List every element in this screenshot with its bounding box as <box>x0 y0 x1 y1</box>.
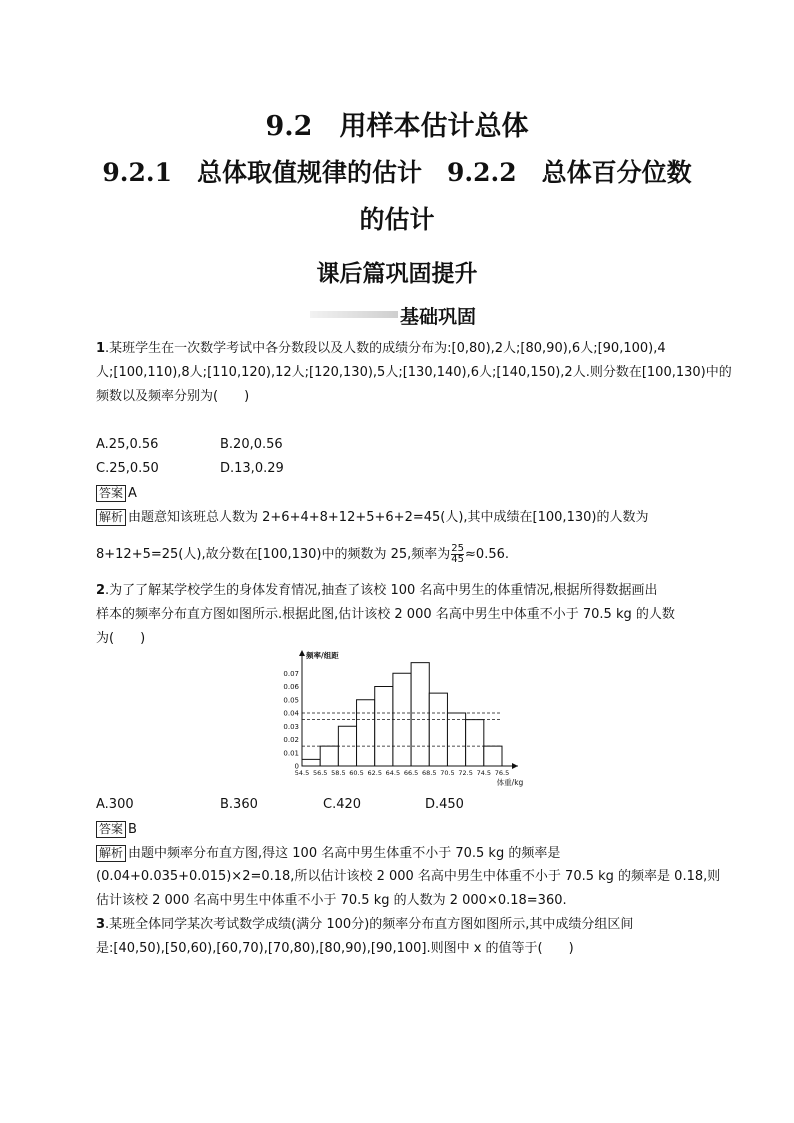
q1-answer: A <box>128 486 137 501</box>
y-tick-label: 0.07 <box>283 669 299 678</box>
analysis-tag: 解析 <box>96 509 126 526</box>
q1-option-b: B.20,0.56 <box>220 437 283 452</box>
q1-line-3: 频数以及频率分别为( ) <box>96 389 250 404</box>
subtitle-line-1: 9.2.1 总体取值规律的估计 9.2.2 总体百分位数 <box>102 158 692 187</box>
q3-line-1: 3.某班全体同学某次考试数学成绩(满分 100分)的频率分布直方图如图所示,其中成绩分组区间 <box>96 917 634 932</box>
histogram-bar <box>466 720 484 766</box>
q1-analysis-row-1: 解析 由题意知该班总人数为 2+6+4+8+12+5+6+2=45(人),其中成绩在[100,130)的人数为 <box>96 509 648 526</box>
x-tick-label: 54.5 <box>294 769 310 777</box>
histogram-bar <box>484 746 502 766</box>
x-tick-label: 64.5 <box>385 769 401 777</box>
q1-line-2: 人;[100,110),8人;[110,120),12人;[120,130),5人;[130,140),6人;[140,150),2人.则分数在[100,130)中的 <box>96 365 732 380</box>
x-tick-label: 66.5 <box>403 769 419 777</box>
answer-tag: 答案 <box>96 821 126 838</box>
analysis-tag: 解析 <box>96 845 126 862</box>
q2-line-2: 样本的频率分布直方图如图所示.根据此图,估计该校 2 000 名高中男生中体重不小于 70.5 kg 的人数 <box>96 607 675 622</box>
x-tick-label: 62.5 <box>367 769 382 777</box>
level-heading-label: 基础巩固 <box>400 306 477 328</box>
x-tick-label: 72.5 <box>458 769 473 777</box>
q3-line-2: 是:[40,50),[50,60),[60,70),[70,80),[80,90),[90,100].则图中 x 的值等于( ) <box>96 941 574 956</box>
q1-answer-row <box>96 485 137 502</box>
x-tick-label: 76.5 <box>494 769 510 777</box>
histogram-bar <box>411 663 429 766</box>
q2-line-1: 2.为了了解某学校学生的身体发育情况,抽查了该校 100 名高中男生的体重情况,根据所得数据画出 <box>96 583 658 598</box>
q2-option-d: D.450 <box>425 797 464 812</box>
q2-option-a: A.300 <box>96 797 134 812</box>
q2-line-3: 为( ) <box>96 631 146 646</box>
histogram-bar <box>320 746 338 766</box>
histogram-bar <box>302 759 320 766</box>
y-tick-label: 0.04 <box>283 709 299 718</box>
x-tick-label: 68.5 <box>422 769 437 777</box>
y-tick-label: 0.01 <box>283 749 299 758</box>
practice-title: 课后篇巩固提升 <box>316 260 478 287</box>
y-axis-arrow-icon <box>299 650 305 656</box>
x-tick-label: 56.5 <box>312 769 328 777</box>
x-tick-label: 70.5 <box>440 769 455 777</box>
histogram-bar <box>357 700 375 766</box>
q2-analysis-row-1: 解析 由题中频率分布直方图,得这 100 名高中男生体重不小于 70.5 kg 的频率是 <box>96 845 560 862</box>
y-tick-label: 0 <box>294 762 299 771</box>
q1-option-d: D.13,0.29 <box>220 461 284 476</box>
q1-number: 1 <box>96 341 106 356</box>
q2-option-c: C.420 <box>323 797 362 812</box>
q2-answer: B <box>128 822 137 837</box>
q2-analysis-row-2: (0.04+0.035+0.015)×2=0.18,所以估计该校 2 000 名高中男生中体重不小于 70.5 kg 的频率是 0.18,则 <box>96 869 721 884</box>
fraction: $\frac{25}{45}$ <box>451 543 465 565</box>
x-tick-label: 74.5 <box>476 769 492 777</box>
y-tick-label: 0.03 <box>283 722 299 731</box>
y-tick-label: 0.02 <box>283 736 299 744</box>
subtitle-line-2: 的估计 <box>359 205 435 234</box>
histogram-bar <box>375 687 393 767</box>
y-tick-label: 0.06 <box>283 683 299 691</box>
x-tick-label: 60.5 <box>349 769 364 777</box>
histogram-bar <box>447 713 465 766</box>
q1-line-1: 1.某班学生在一次数学考试中各分数段以及人数的成绩分布为:[0,80),2人;[80,90),6人;[90,100),4 <box>96 341 666 356</box>
q2-answer-row <box>96 821 137 838</box>
section-title: 9.2 用样本估计总体 <box>265 111 529 142</box>
x-axis-label: 体重/kg <box>496 778 524 787</box>
frequency-histogram <box>270 648 540 790</box>
q1-option-c: C.25,0.50 <box>96 461 159 476</box>
q1-analysis-row-2: 8+12+5=25(人),故分数在[100,130)中的频数为 25,频率为 $\frac{25}{45}$ ≈0.56. <box>96 543 510 565</box>
x-tick-label: 58.5 <box>331 769 346 777</box>
q2-option-b: B.360 <box>220 797 258 812</box>
level-heading-bar <box>310 311 398 318</box>
q2-number: 2 <box>96 583 106 598</box>
q1-option-a: A.25,0.56 <box>96 437 159 452</box>
q2-analysis-row-3: 估计该校 2 000 名高中男生中体重不小于 70.5 kg 的人数为 2 000×0.18=360. <box>96 893 567 908</box>
histogram-bar <box>429 693 447 766</box>
y-tick-label: 0.05 <box>283 696 299 705</box>
x-axis-arrow-icon <box>512 763 518 769</box>
y-axis-label: 频率/组距 <box>306 651 339 660</box>
answer-tag: 答案 <box>96 485 126 502</box>
q3-number: 3 <box>96 917 106 932</box>
